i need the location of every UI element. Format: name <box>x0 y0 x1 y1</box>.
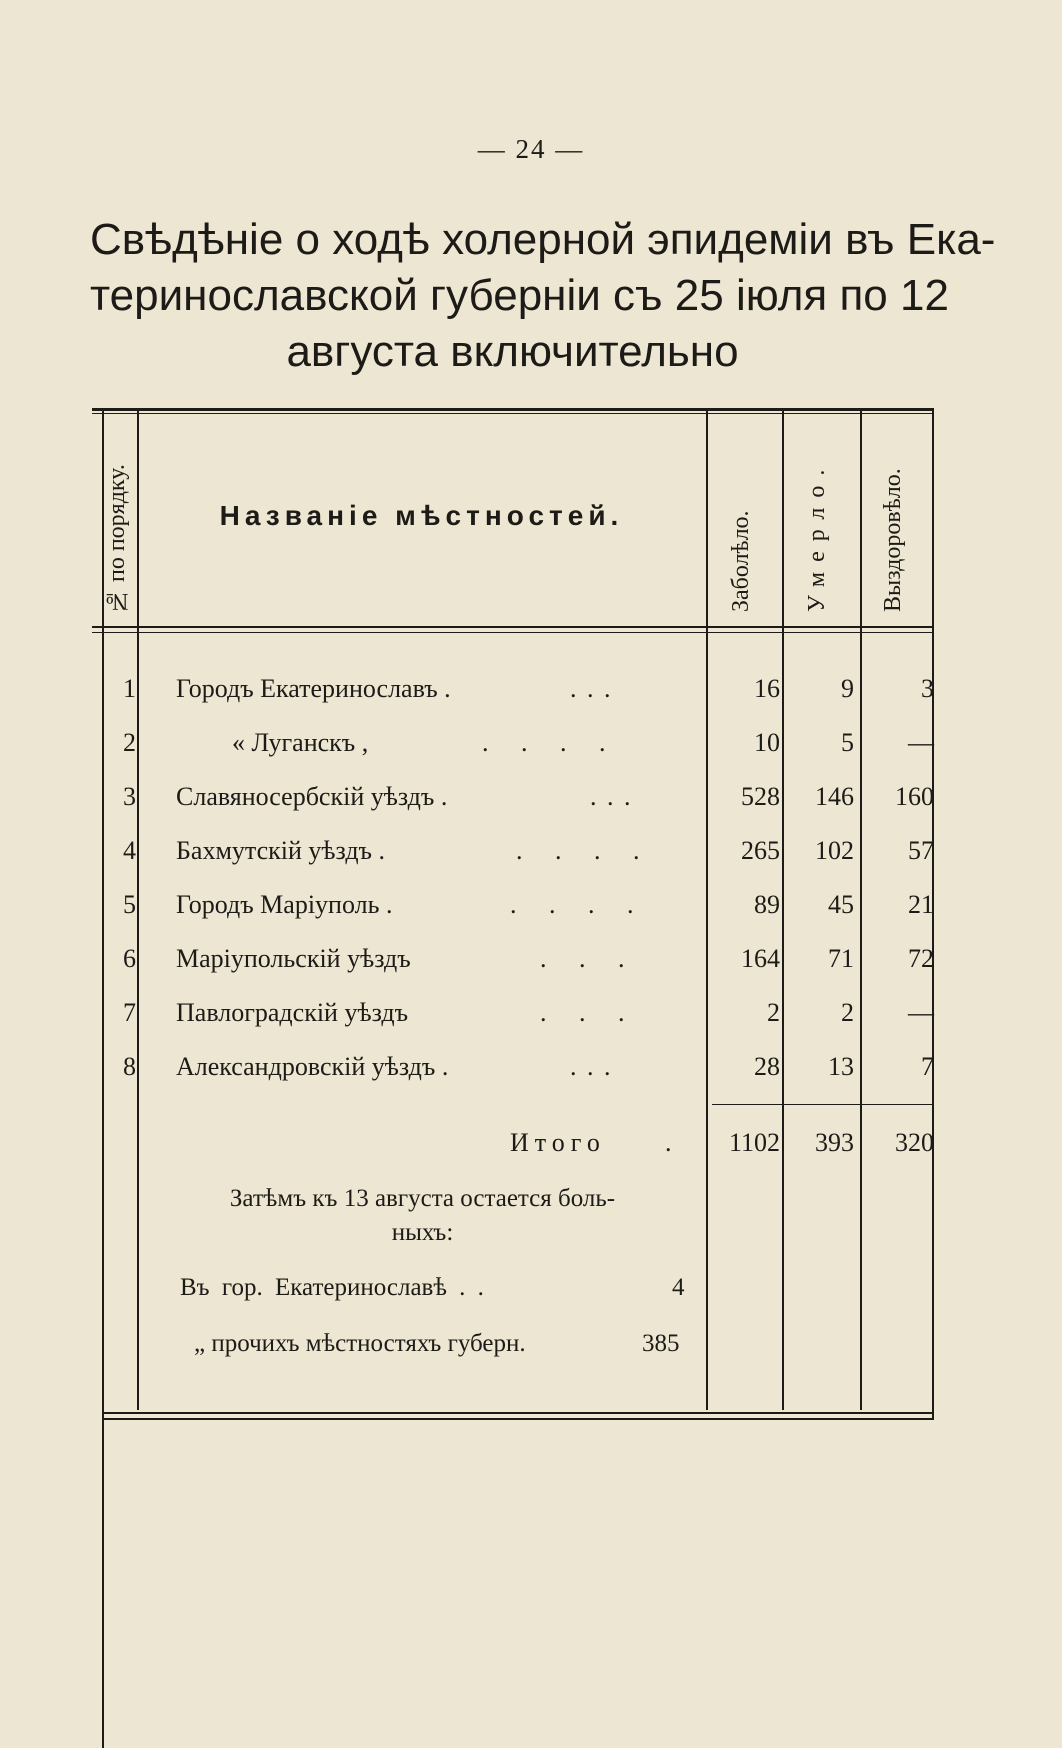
row-number: 4 <box>123 836 136 865</box>
row-recovered: 7 <box>921 1052 934 1081</box>
document-title <box>90 212 996 380</box>
row-number: 2 <box>123 728 136 757</box>
row-dots: . . . <box>590 782 633 811</box>
table-top-rule-thin <box>92 413 934 414</box>
table-row <box>0 782 1062 836</box>
row-died: 13 <box>828 1052 854 1081</box>
row-died: 9 <box>841 674 854 703</box>
remaining-line-2: ныхъ: <box>391 1219 454 1246</box>
total-fell-ill: 1102 <box>728 1128 780 1157</box>
header-number: № по порядку. <box>104 464 130 614</box>
table-row <box>0 728 1062 782</box>
row-died: 45 <box>828 890 854 919</box>
total-label: Итого <box>510 1128 606 1157</box>
row-name: Бахмутскій уѣздъ . <box>176 836 386 865</box>
total-recovered: 320 <box>895 1128 934 1157</box>
row-recovered: — <box>908 728 934 757</box>
remaining-city-label: Въ гор. Екатеринославѣ . . <box>180 1274 484 1301</box>
header-name: Названіе мѣстностей. <box>219 500 624 531</box>
row-fell-ill: 89 <box>754 890 780 919</box>
row-fell-ill: 2 <box>767 998 780 1027</box>
row-fell-ill: 10 <box>754 728 780 757</box>
row-recovered: — <box>908 998 934 1027</box>
row-recovered: 3 <box>921 674 934 703</box>
row-died: 146 <box>815 782 854 811</box>
row-recovered: 160 <box>895 782 934 811</box>
row-number: 6 <box>123 944 136 973</box>
table-top-rule <box>92 408 934 411</box>
remaining-other-label: „ прочихъ мѣстностяхъ губерн. <box>194 1330 526 1357</box>
row-name: « Луганскъ , <box>232 728 369 757</box>
row-dots: . . . <box>570 674 613 703</box>
row-number: 5 <box>123 890 136 919</box>
row-number: 8 <box>123 1052 136 1081</box>
table-row <box>0 674 1062 728</box>
header-bottom-rule <box>92 626 934 628</box>
header-fell-ill: Заболѣло. <box>728 510 754 612</box>
table-row <box>0 998 1062 1052</box>
row-recovered: 21 <box>908 890 934 919</box>
header-bottom-rule-2 <box>92 632 934 633</box>
row-fell-ill: 265 <box>741 836 780 865</box>
title-line-2: теринославской губерніи съ 25 іюля по 12 <box>90 271 949 320</box>
table-row <box>0 836 1062 890</box>
remaining-note <box>150 1182 695 1250</box>
row-name: Александровскій уѣздъ . <box>176 1052 449 1081</box>
total-died: 393 <box>815 1128 854 1157</box>
row-died: 2 <box>841 998 854 1027</box>
header-recovered: Выздоровѣло. <box>880 468 906 612</box>
row-number: 7 <box>123 998 136 1027</box>
row-name: Городъ Маріуполь . <box>176 890 393 919</box>
row-died: 71 <box>828 944 854 973</box>
row-name: Павлоградскій уѣздъ <box>176 998 409 1027</box>
row-recovered: 72 <box>908 944 934 973</box>
row-number: 3 <box>123 782 136 811</box>
row-dots: . . . . <box>510 890 636 919</box>
row-died: 5 <box>841 728 854 757</box>
table-bottom-rule <box>104 1412 934 1414</box>
row-recovered: 57 <box>908 836 934 865</box>
row-number: 1 <box>123 674 136 703</box>
row-dots: . . . . <box>516 836 642 865</box>
table-row <box>0 890 1062 944</box>
row-fell-ill: 164 <box>741 944 780 973</box>
table-row <box>0 1052 1062 1106</box>
row-fell-ill: 28 <box>754 1052 780 1081</box>
row-name: Славяносербскій уѣздъ . <box>176 782 448 811</box>
remaining-city-value: 4 <box>672 1274 685 1301</box>
total-dot: . <box>665 1128 672 1157</box>
row-name: Маріупольскій уѣздъ <box>176 944 411 973</box>
page-number: — 24 — <box>477 134 585 164</box>
header-died: Умерло. <box>804 459 830 612</box>
remaining-line-1: Затѣмъ къ 13 августа остается боль- <box>229 1185 616 1212</box>
title-line-3: августа включительно <box>286 327 739 376</box>
row-died: 102 <box>815 836 854 865</box>
title-line-1: Свѣдѣніе о ходѣ холерной эпидеміи въ Ека- <box>90 215 996 264</box>
row-fell-ill: 528 <box>741 782 780 811</box>
table-row <box>0 944 1062 998</box>
row-name: Городъ Екатеринославъ . <box>176 674 451 703</box>
remaining-other-value: 385 <box>642 1330 680 1357</box>
row-dots: . . . <box>540 944 627 973</box>
table-bottom-rule-2 <box>104 1418 934 1420</box>
row-dots: . . . <box>570 1052 613 1081</box>
row-fell-ill: 16 <box>754 674 780 703</box>
row-dots: . . . . <box>482 728 608 757</box>
row-dots: . . . <box>540 998 627 1027</box>
